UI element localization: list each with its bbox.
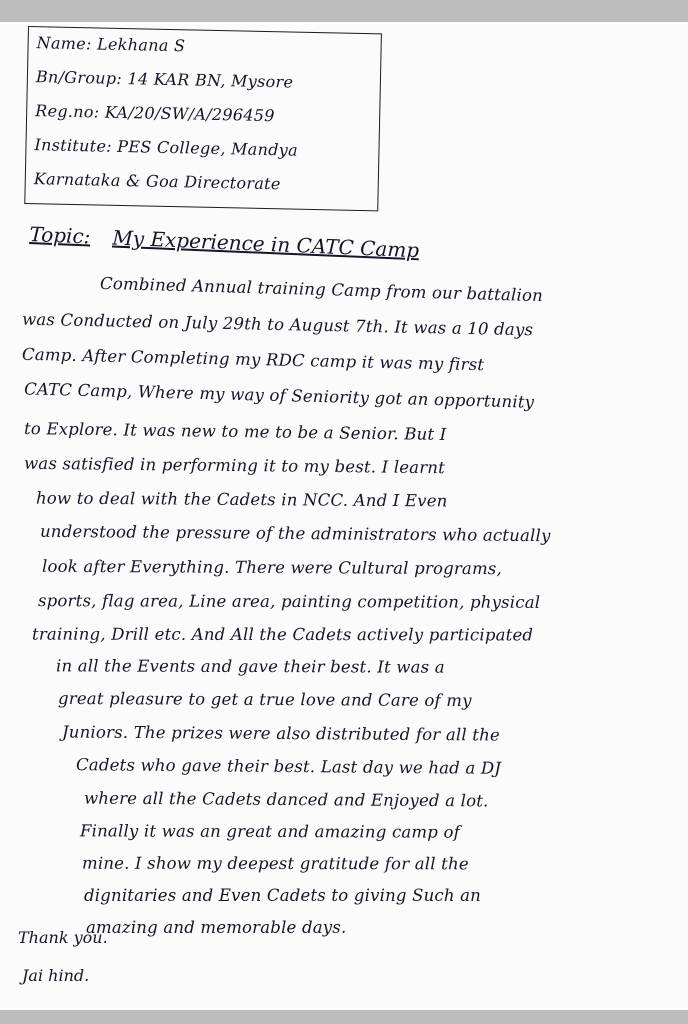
body-line: Cadets who gave their best. Last day we had a DJ	[75, 755, 502, 778]
topic-heading	[29, 222, 420, 262]
body-line: how to deal with the Cadets in NCC. And I Even	[35, 488, 448, 511]
body-line: where all the Cadets danced and Enjoyed a lot.	[83, 788, 489, 811]
body-line: amazing and memorable days.	[86, 918, 347, 937]
body-line: CATC Camp, Where my way of Seniority got an opportunity	[23, 379, 535, 412]
body-line: understood the pressure of the administrators who actually	[39, 521, 551, 546]
body-line: sports, flag area, Line area, painting competition, physical	[37, 591, 541, 612]
header-group: Bn/Group: 14 KAR BN, Mysore	[35, 67, 294, 92]
header-directorate: Karnataka & Goa Directorate	[33, 169, 281, 194]
topic-title: My Experience in CATC Camp	[111, 225, 420, 263]
body-line: dignitaries and Even Cadets to giving Such an	[84, 886, 482, 905]
body-line: in all the Events and gave their best. It was a	[55, 656, 445, 677]
body-line: Camp. After Completing my RDC camp it was my first	[21, 344, 485, 375]
closing-thanks: Thank you.	[18, 928, 108, 947]
body-line: great pleasure to get a true love and Care of my	[57, 688, 472, 711]
body-line: Finally it was an great and amazing camp of	[79, 821, 460, 842]
body-line: Combined Annual training Camp from our battalion	[99, 273, 544, 306]
body-line: to Explore. It was new to me to be a Senior. But I	[23, 419, 447, 444]
header-institute: Institute: PES College, Mandya	[34, 135, 299, 160]
body-line: look after Everything. There were Cultural programs,	[41, 556, 502, 579]
closing-signoff: Jai hind.	[22, 966, 90, 985]
handwritten-page	[0, 22, 688, 1010]
body-line: was Conducted on July 29th to August 7th. It was a 10 days	[21, 309, 534, 340]
body-line: training, Drill etc. And All the Cadets actively participated	[31, 624, 534, 645]
body-line: was satisfied in performing it to my best. I learnt	[23, 453, 446, 478]
body-line: Juniors. The prizes were also distributed for all the	[61, 722, 500, 745]
body-line: mine. I show my deepest gratitude for all the	[81, 853, 469, 874]
header-info-box	[24, 26, 382, 211]
page-bottom-margin	[0, 1010, 688, 1024]
header-name: Name: Lekhana S	[36, 33, 186, 56]
header-regno: Reg.no: KA/20/SW/A/296459	[35, 101, 275, 126]
topic-label: Topic:	[28, 222, 91, 249]
